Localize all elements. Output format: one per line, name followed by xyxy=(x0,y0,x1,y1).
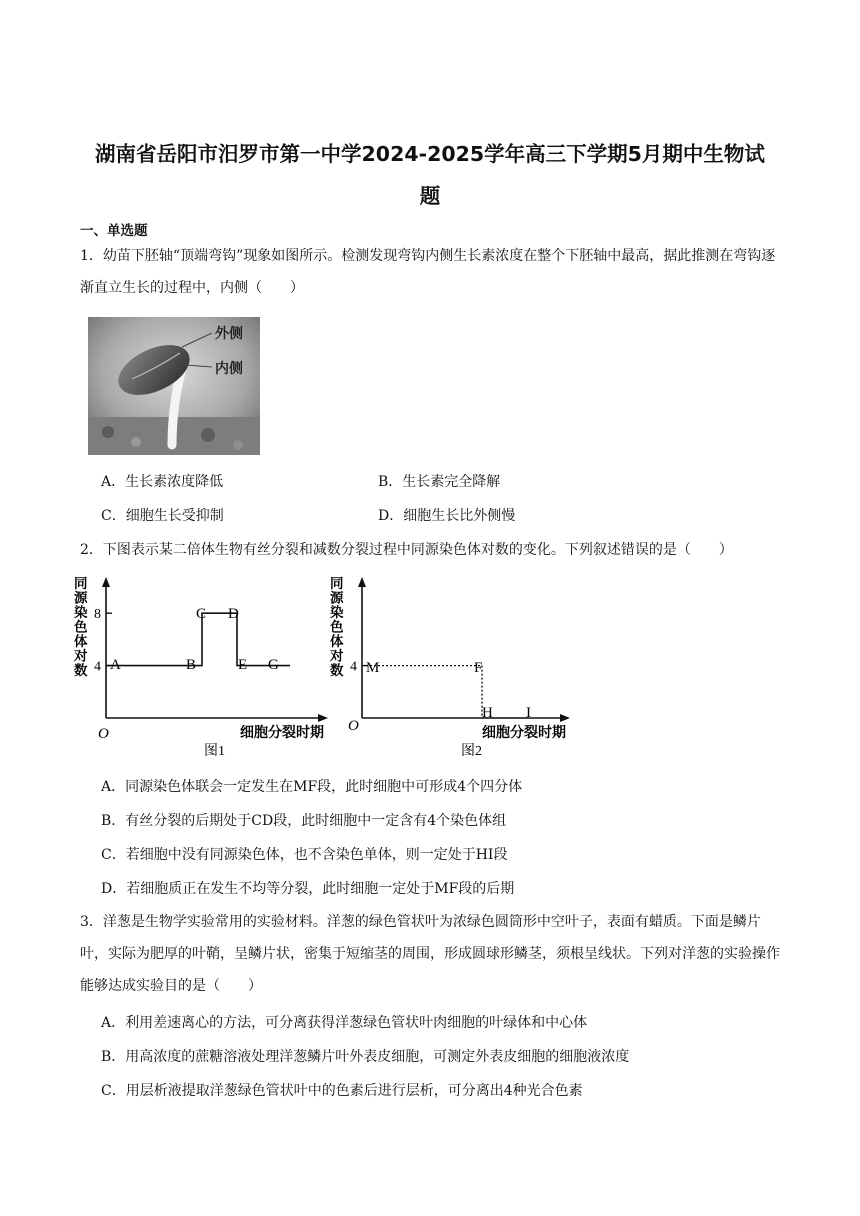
question-text: 幼苗下胚轴“顶端弯钩”现象如图所示。检测发现弯钩内侧生长素浓度在整个下胚轴中最高，据此推测在弯钩逐渐直立生长的过程中，内侧（ ） xyxy=(80,248,776,296)
document-title-line2: 题 xyxy=(419,184,441,208)
y-axis-label-char: 染 xyxy=(74,605,88,620)
q3-option-b: B．用高浓度的蔗糖溶液处理洋葱鳞片叶外表皮细胞，可测定外表皮细胞的细胞液浓度 xyxy=(101,1049,630,1065)
q1-option-b: B．生长素完全降解 xyxy=(378,474,501,490)
y-axis-label-char: 体 xyxy=(74,634,88,649)
q1-option-d: D．细胞生长比外侧慢 xyxy=(378,508,516,524)
question-2-stem: 2．下图表示某二倍体生物有丝分裂和减数分裂过程中同源染色体对数的变化。下列叙述错误的是（ ） xyxy=(80,542,733,558)
q2-option-a: A．同源染色体联会一定发生在MF段，此时细胞中可形成4个四分体 xyxy=(101,779,523,795)
figure-caption: 图1 xyxy=(204,744,225,759)
x-axis-label: 细胞分裂时期 xyxy=(482,726,566,741)
origin-label: O xyxy=(98,726,109,742)
q3-option-a: A．利用差速离心的方法，可分离获得洋葱绿色管状叶肉细胞的叶绿体和中心体 xyxy=(101,1015,588,1031)
figure-label-inner: 内侧 xyxy=(215,362,243,377)
y-axis-label xyxy=(73,576,88,678)
point-label-I: I xyxy=(526,705,531,721)
q1-option-a: A．生长素浓度降低 xyxy=(101,474,224,490)
question-3-stem xyxy=(80,906,788,1002)
y-axis-label-char: 体 xyxy=(330,634,344,649)
y-axis-label-char: 同 xyxy=(330,576,344,591)
question-1-stem xyxy=(80,240,788,304)
y-axis-label-char: 源 xyxy=(74,590,88,606)
origin-label: O xyxy=(348,718,359,734)
y-tick-label: 8 xyxy=(94,607,101,623)
chart-figure-1 xyxy=(72,574,334,764)
seedling-photo xyxy=(88,317,260,455)
question-number: 1． xyxy=(80,248,103,264)
q2-option-b: B．有丝分裂的后期处于CD段，此时细胞中一定含有4个染色体组 xyxy=(101,813,507,829)
y-axis-label-char: 同 xyxy=(74,576,88,591)
question-number: 3． xyxy=(80,914,103,930)
y-axis-label-char: 色 xyxy=(74,619,88,635)
y-axis-arrow xyxy=(358,577,366,587)
y-axis-label-char: 色 xyxy=(330,619,344,635)
figure-label-outer: 外侧 xyxy=(215,327,243,342)
y-axis-arrow xyxy=(102,577,110,587)
y-axis-label-char: 数 xyxy=(330,663,344,678)
y-axis-label xyxy=(329,576,344,678)
point-label-A: A xyxy=(110,657,121,673)
point-label-C: C xyxy=(196,606,207,622)
y-axis-label-char: 源 xyxy=(330,590,344,606)
point-label-H: H xyxy=(482,705,493,721)
q1-option-c: C．细胞生长受抑制 xyxy=(101,508,224,524)
point-label-D: D xyxy=(228,606,239,622)
chart-figure-2 xyxy=(328,574,590,764)
q2-option-d: D．若细胞质正在发生不均等分裂，此时细胞一定处于MF段的后期 xyxy=(101,881,515,897)
figure-caption: 图2 xyxy=(461,744,482,759)
y-tick-label: 4 xyxy=(94,659,101,675)
q2-option-c: C．若细胞中没有同源染色体，也不含染色单体，则一定处于HI段 xyxy=(101,847,508,863)
point-label-G: G xyxy=(268,657,279,673)
x-axis-label: 细胞分裂时期 xyxy=(240,726,324,741)
point-label-F: F xyxy=(474,660,483,676)
x-axis-arrow xyxy=(560,714,570,722)
section-heading: 一、单选题 xyxy=(80,223,148,239)
series-line xyxy=(362,666,528,718)
question-text: 洋葱是生物学实验常用的实验材料。洋葱的绿色管状叶为浓绿色圆筒形中空叶子，表面有蜡质。下面是鳞片叶，实际为肥厚的叶鞘，呈鳞片状，密集于短缩茎的周围，形成圆球形鳞茎，须根呈线状。下列对洋葱的实验操作能够达成实验目的是（ ） xyxy=(80,914,780,994)
document-title-line1: 湖南省岳阳市汨罗市第一中学2024-2025学年高三下学期5月期中生物试 xyxy=(95,142,765,166)
y-axis-label-char: 染 xyxy=(330,605,344,620)
point-label-E: E xyxy=(238,657,248,673)
y-axis-label-char: 数 xyxy=(74,663,88,678)
y-tick-label: 4 xyxy=(350,659,357,675)
y-axis-label-char: 对 xyxy=(330,648,344,664)
q3-option-c: C．用层析液提取洋葱绿色管状叶中的色素后进行层析，可分离出4种光合色素 xyxy=(101,1083,583,1099)
point-label-M: M xyxy=(366,660,380,676)
point-label-B: B xyxy=(186,657,197,673)
y-axis-label-char: 对 xyxy=(74,648,88,664)
x-axis-arrow xyxy=(318,714,328,722)
